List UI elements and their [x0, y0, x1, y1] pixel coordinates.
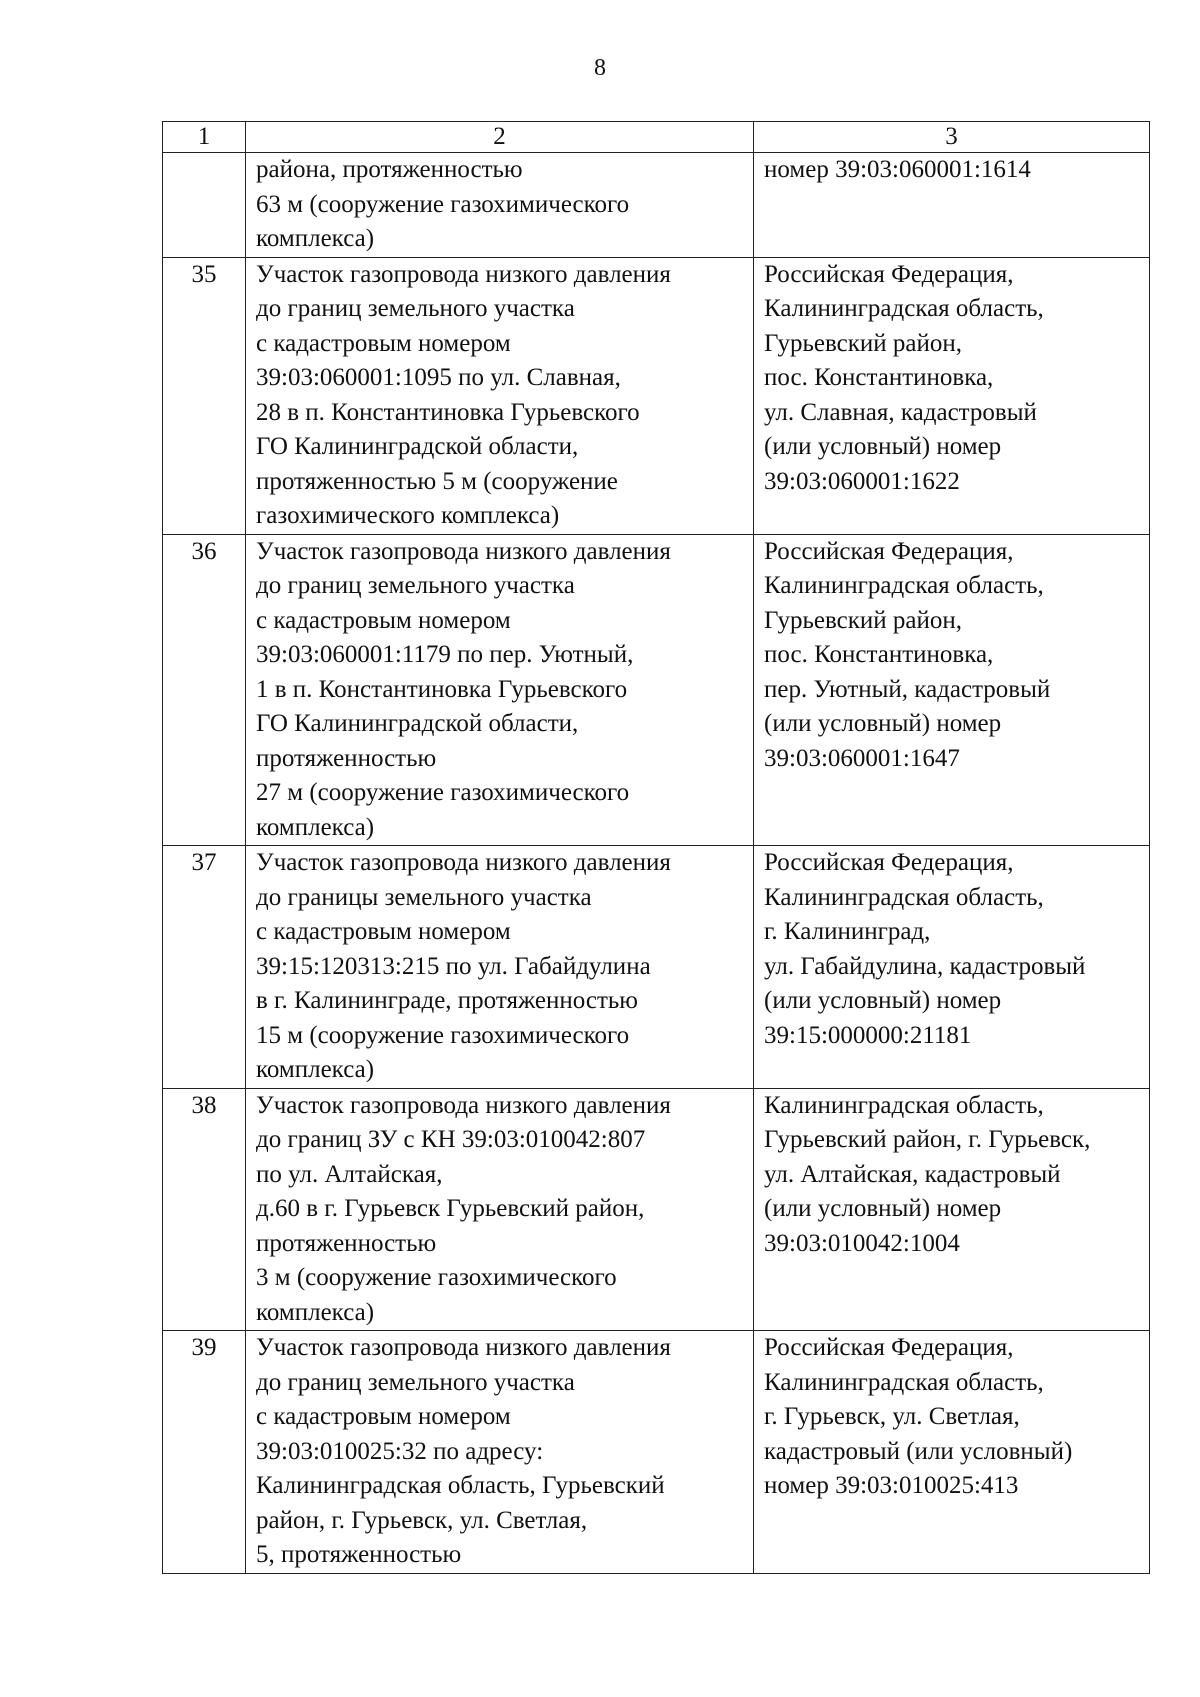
description-line: Участок газопровода низкого давления — [256, 260, 671, 288]
description-line: в г. Калининграде, протяженностью — [256, 987, 638, 1014]
address-line: ул. Славная, кадастровый — [764, 398, 1037, 426]
address-line: Российская Федерация, — [764, 1334, 1014, 1361]
row-number: 35 — [163, 257, 246, 534]
object-address — [754, 257, 1150, 534]
description-line: район, г. Гурьевск, ул. Светлая, — [256, 1506, 588, 1534]
object-address — [754, 1088, 1150, 1331]
address-line: (или условный) номер — [764, 987, 1002, 1014]
address-line: Гурьевский район, — [764, 329, 963, 357]
address-line: Калининградская область, — [764, 883, 1044, 911]
address-line: пер. Уютный, кадастровый — [764, 675, 1051, 703]
description-line: Калининградская область, Гурьевский — [256, 1472, 665, 1499]
column-header-3: 3 — [754, 122, 1150, 153]
description-line: протяженностью — [256, 744, 437, 772]
description-line: Участок газопровода низкого давления — [256, 1334, 671, 1361]
object-address — [754, 534, 1150, 846]
header-row — [163, 122, 1150, 153]
address-line: (или условный) номер — [764, 433, 1002, 460]
description-line: до границы земельного участка — [256, 883, 592, 911]
table-row — [163, 153, 1150, 258]
address-line: 39:03:060001:1622 — [764, 467, 960, 495]
description-line: 3 м (сооружение газохимического — [256, 1264, 617, 1291]
address-line: пос. Константиновка, — [764, 641, 994, 668]
description-line: 28 в п. Константиновка Гурьевского — [256, 398, 640, 426]
address-line: Российская Федерация, — [764, 260, 1014, 288]
column-header-2: 2 — [246, 122, 754, 153]
description-line: ГО Калининградской области, — [256, 710, 579, 737]
description-line: с кадастровым номером — [256, 329, 511, 357]
description-line: Участок газопровода низкого давления — [256, 537, 671, 565]
object-description — [246, 534, 754, 846]
column-header-1: 1 — [163, 122, 246, 153]
address-line: Российская Федерация, — [764, 537, 1014, 565]
description-line: комплекса) — [256, 225, 375, 252]
table-row — [163, 1331, 1150, 1574]
object-description — [246, 1088, 754, 1331]
description-line: д.60 в г. Гурьевск Гурьевский район, — [256, 1195, 645, 1222]
description-line: 63 м (сооружение газохимического — [256, 190, 630, 218]
address-line: (или условный) номер — [764, 1195, 1002, 1222]
address-line: Российская Федерация, — [764, 849, 1014, 876]
address-line: Калининградская область, — [764, 1368, 1044, 1396]
description-line: с кадастровым номером — [256, 918, 511, 945]
address-line: Калининградская область, — [764, 295, 1044, 322]
address-line: кадастровый (или условный) — [764, 1437, 1073, 1465]
object-description — [246, 846, 754, 1089]
row-number: 37 — [163, 846, 246, 1089]
address-line: (или условный) номер — [764, 710, 1002, 737]
description-line: протяженностью — [256, 1229, 437, 1257]
row-number: 38 — [163, 1088, 246, 1331]
address-line: Калининградская область, — [764, 1091, 1044, 1119]
description-line: до границ земельного участка — [256, 1368, 575, 1396]
description-line: до границ земельного участка — [256, 295, 575, 322]
description-line: по ул. Алтайская, — [256, 1160, 443, 1188]
description-line: комплекса) — [256, 1298, 375, 1326]
object-description — [246, 1331, 754, 1574]
property-table — [162, 121, 1150, 1574]
address-line: г. Калининград, — [764, 918, 931, 945]
description-line: 27 м (сооружение газохимического — [256, 779, 630, 806]
table-row — [163, 846, 1150, 1089]
description-line: газохимического комплекса) — [256, 502, 560, 529]
object-description — [246, 153, 754, 258]
description-line: Участок газопровода низкого давления — [256, 849, 671, 876]
address-line: ул. Алтайская, кадастровый — [764, 1160, 1061, 1188]
object-description — [246, 257, 754, 534]
row-number — [163, 153, 246, 258]
address-line: номер 39:03:010025:413 — [764, 1472, 1019, 1499]
description-line: с кадастровым номером — [256, 606, 511, 634]
description-line: до границ земельного участка — [256, 572, 575, 599]
address-line: г. Гурьевск, ул. Светлая, — [764, 1403, 1020, 1430]
description-line: до границ ЗУ с КН 39:03:010042:807 — [256, 1126, 646, 1153]
object-address — [754, 153, 1150, 258]
row-number: 39 — [163, 1331, 246, 1574]
address-line: ул. Габайдулина, кадастровый — [764, 952, 1086, 980]
address-line: пос. Константиновка, — [764, 364, 994, 391]
table-row — [163, 257, 1150, 534]
description-line: 5, протяженностью — [256, 1541, 462, 1568]
row-number: 36 — [163, 534, 246, 846]
address-line: Калининградская область, — [764, 572, 1044, 599]
address-line: 39:03:060001:1647 — [764, 744, 960, 772]
description-line: Участок газопровода низкого давления — [256, 1091, 671, 1119]
table-body — [163, 153, 1150, 1574]
description-line: района, протяженностью — [256, 156, 523, 183]
address-line: Гурьевский район, — [764, 606, 963, 634]
object-address — [754, 1331, 1150, 1574]
description-line: с кадастровым номером — [256, 1403, 511, 1430]
description-line: комплекса) — [256, 813, 375, 841]
object-address — [754, 846, 1150, 1089]
address-line: 39:15:000000:21181 — [764, 1021, 972, 1049]
description-line: 39:03:060001:1179 по пер. Уютный, — [256, 641, 634, 668]
description-line: протяженностью 5 м (сооружение — [256, 467, 618, 495]
description-line: ГО Калининградской области, — [256, 433, 579, 460]
description-line: 39:03:060001:1095 по ул. Славная, — [256, 364, 621, 391]
table-row — [163, 534, 1150, 846]
description-line: 1 в п. Константиновка Гурьевского — [256, 675, 628, 703]
address-line: Гурьевский район, г. Гурьевск, — [764, 1126, 1091, 1153]
description-line: 39:03:010025:32 по адресу: — [256, 1437, 544, 1465]
table-header — [163, 122, 1150, 153]
description-line: комплекса) — [256, 1056, 375, 1083]
description-line: 39:15:120313:215 по ул. Габайдулина — [256, 952, 651, 980]
description-line: 15 м (сооружение газохимического — [256, 1021, 630, 1049]
address-line: 39:03:010042:1004 — [764, 1229, 960, 1257]
page-number: 8 — [594, 55, 606, 81]
table-row — [163, 1088, 1150, 1331]
address-line: номер 39:03:060001:1614 — [764, 156, 1031, 183]
